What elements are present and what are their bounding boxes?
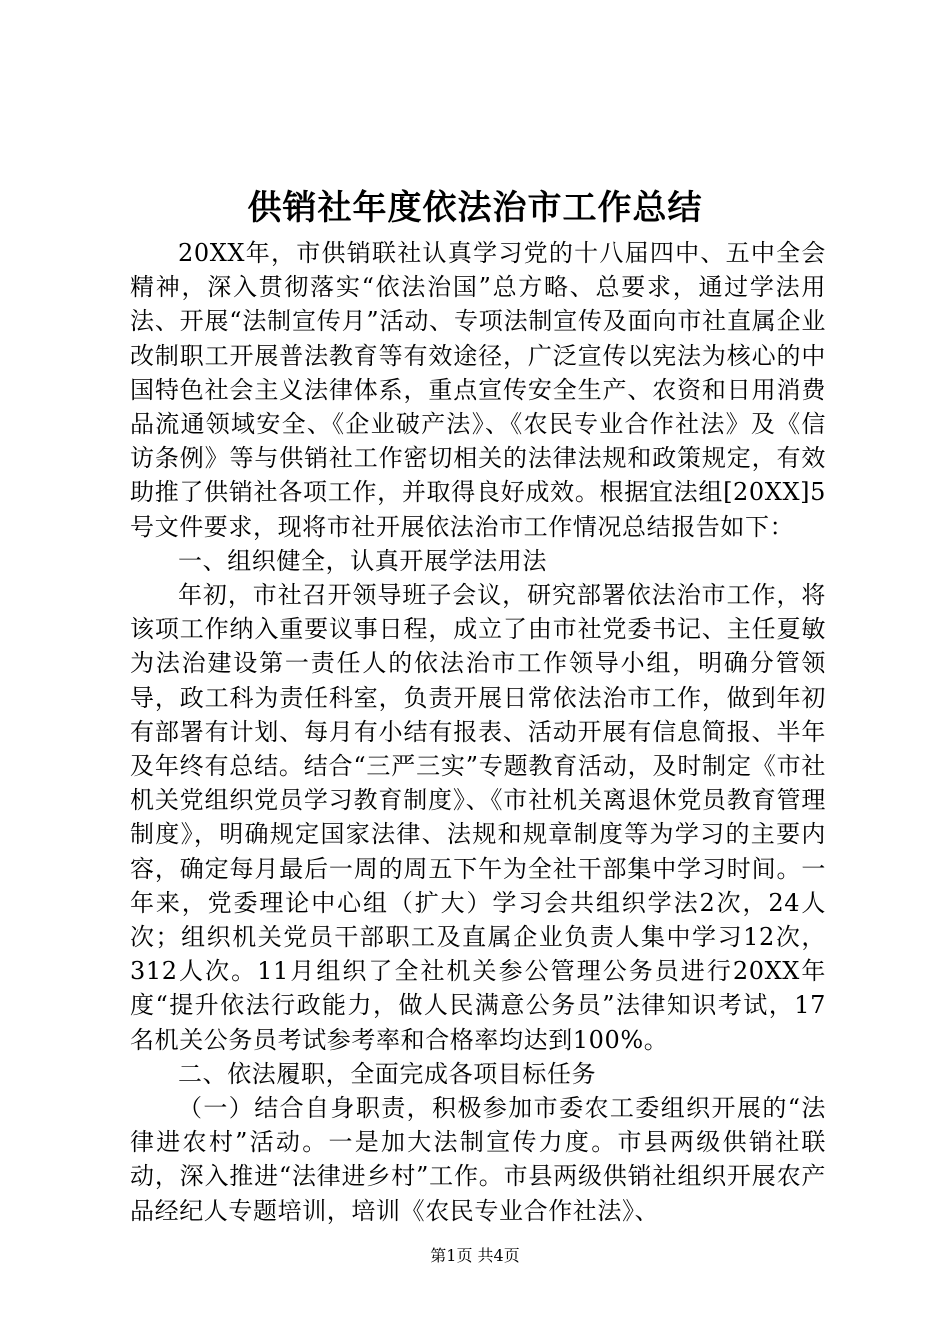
document-body bbox=[130, 236, 826, 1228]
section-1-paragraph: 年初，市社召开领导班子会议，研究部署依法治市工作，将该项工作纳入重要议事日程，成立了由市社党委书记、主任夏敏为法治建设第一责任人的依法治市工作领导小组，明确分管领导，政工科为责任科室，负责开展日常依法治市工作，做到年初有部署有计划、每月有小结有报表、活动开展有信息简报、半年及年终有总结。结合“三严三实”专题教育活动，及时制定《市社机关党组织党员学习教育制度》、《市社机关离退休党员教育管理制度》，明确规定国家法律、法规和规章制度等为学习的主要内容，确定每月最后一周的周五下午为全社干部集中学习时间。一年来，党委理论中心组（扩大）学习会共组织学法2次，24人次；组织机关党员干部职工及直属企业负责人集中学习12次，312人次。11月组织了全社机关参公管理公务员进行20XX年度“提升依法行政能力，做人民满意公务员”法律知识考试，17名机关公务员考试参考率和合格率均达到100%。 bbox=[130, 581, 826, 1054]
intro-paragraph: 20XX年，市供销联社认真学习党的十八届四中、五中全会精神，深入贯彻落实“依法治国”总方略、总要求，通过学法用法、开展“法制宣传月”活动、专项法制宣传及面向市社直属企业改制职工开展普法教育等有效途径，广泛宣传以宪法为核心的中国特色社会主义法律体系，重点宣传安全生产、农资和日用消费品流通领域安全、《企业破产法》、《农民专业合作社法》及《信访条例》等与供销社工作密切相关的法律法规和政策规定，有效助推了供销社各项工作，并取得良好成效。根据宜法组[20XX]5号文件要求，现将市社开展依法治市工作情况总结报告如下： bbox=[130, 239, 826, 541]
section-heading-2: 二、依法履职，全面完成各项目标任务 bbox=[178, 1059, 597, 1088]
document-title: 供销社年度依法治市工作总结 bbox=[247, 188, 703, 228]
section-2-paragraph: （一）结合自身职责，积极参加市委农工委组织开展的“法律进农村”活动。一是加大法制宣传力度。市县两级供销社联动，深入推进“法律进乡村”工作。市县两级供销社组织开展农产品经纪人专题培训，培训《农民专业合作社法》、 bbox=[130, 1094, 826, 1225]
page-footer: 第1页 共4页 bbox=[430, 1246, 520, 1265]
section-heading-1: 一、组织健全，认真开展学法用法 bbox=[178, 546, 547, 575]
